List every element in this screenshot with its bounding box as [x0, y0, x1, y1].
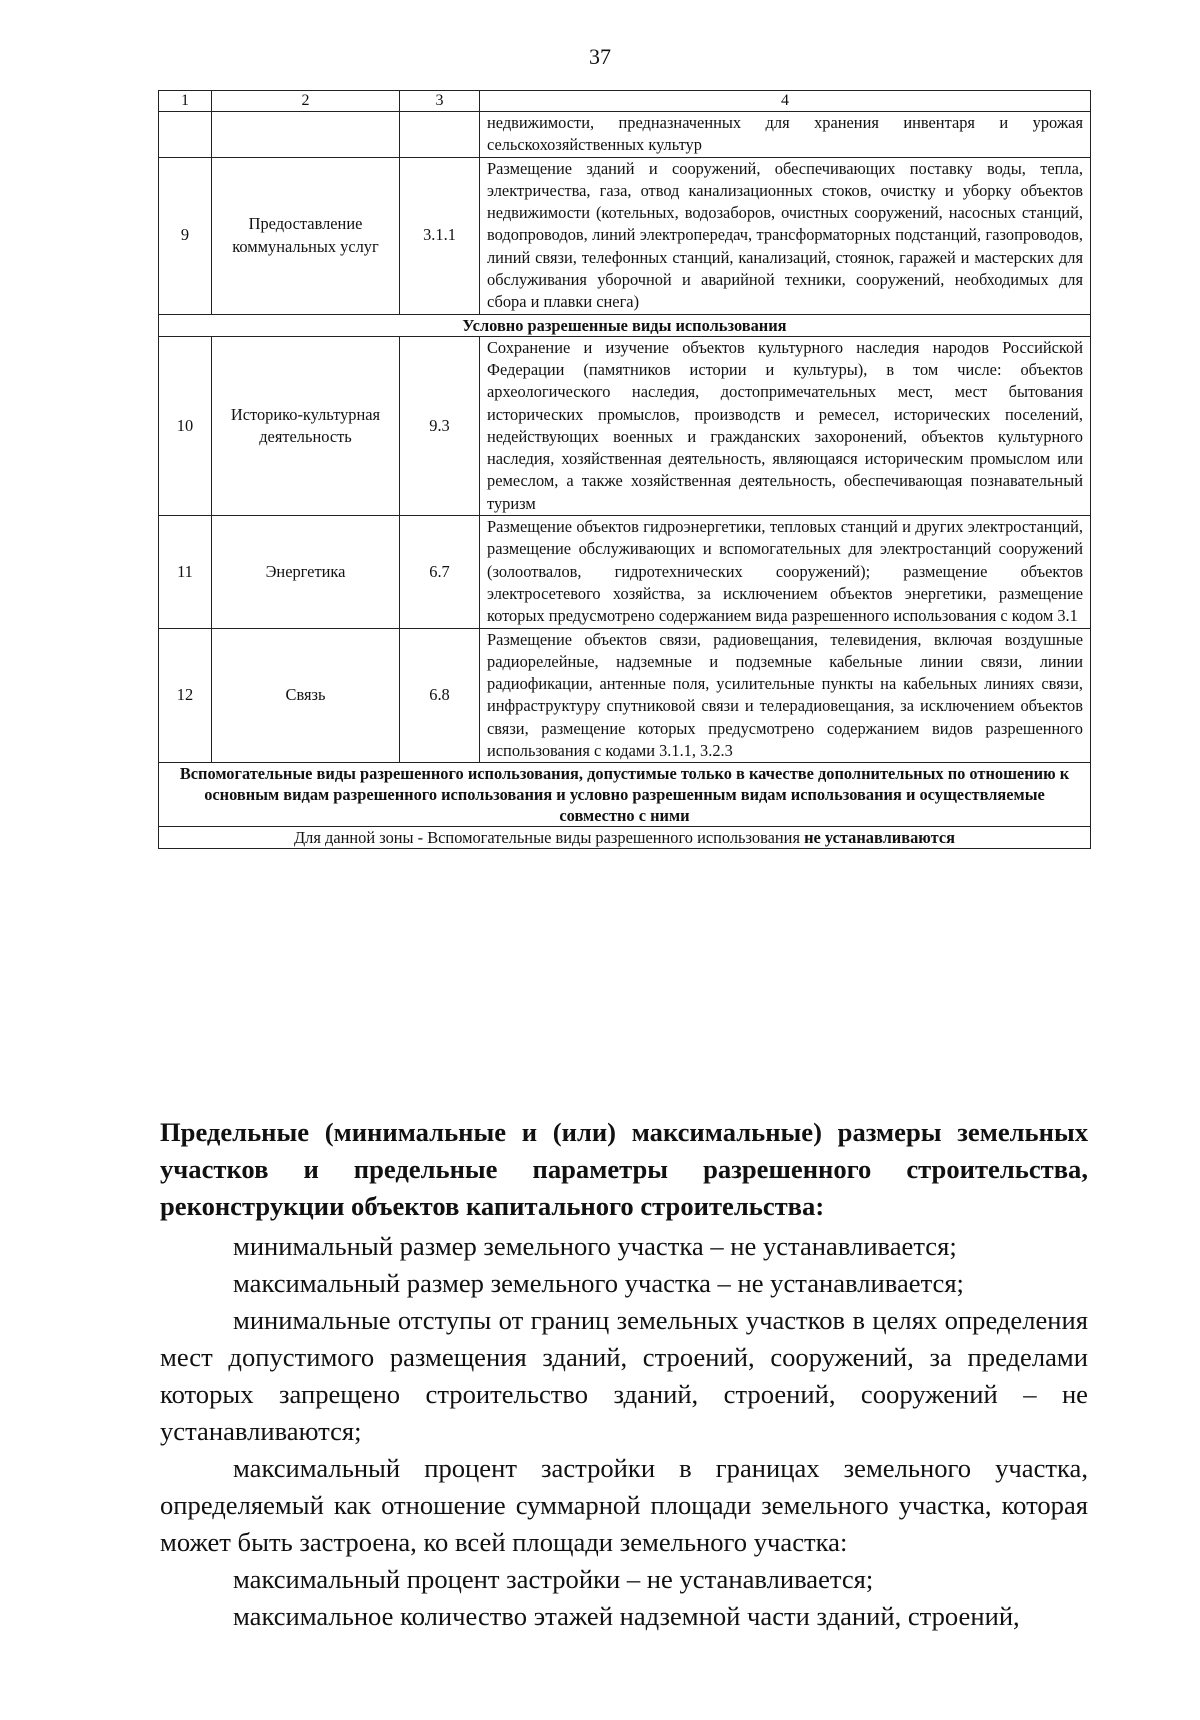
row-number-cell: 9	[159, 157, 212, 314]
auxiliary-note-row	[159, 827, 1091, 849]
row-number-cell: 12	[159, 628, 212, 763]
row-number-cell: 10	[159, 336, 212, 515]
section-header-row	[159, 314, 1091, 336]
auxiliary-note-emphasis: не устанавливаются	[804, 828, 955, 848]
parameter-paragraph: минимальный размер земельного участка – не устанавливается;	[233, 1231, 957, 1261]
header-cell: 2	[212, 91, 400, 112]
row-name-cell: Историко-культурная деятельность	[212, 336, 400, 515]
section-title-auxiliary: Вспомогательные виды разрешенного использования, допустимые только в качестве дополнительных по отношению к основным видам разрешенного использования и условно разрешенным видам использования и осуществляемые совместно с ними	[159, 763, 1091, 827]
land-use-table	[158, 90, 1091, 849]
section-title-conditional: Условно разрешенные виды использования	[159, 314, 1091, 336]
row-number-cell: 11	[159, 516, 212, 628]
row-name-cell: Энергетика	[212, 516, 400, 628]
table-row	[159, 336, 1091, 515]
parameter-paragraph: максимальный размер земельного участка – не устанавливается;	[233, 1268, 964, 1298]
auxiliary-note-text: Для данной зоны - Вспомогательные виды разрешенного использования	[293, 828, 805, 848]
parameter-paragraph: максимальный процент застройки в границах земельного участка, определяемый как отношение суммарной площади земельного участка, которая может быть застроена, ко всей площади земельного участка:	[160, 1453, 1088, 1557]
row-number-cell	[159, 112, 212, 158]
page-number: 37	[589, 44, 611, 69]
header-cell: 3	[400, 91, 480, 112]
row-code-cell: 9.3	[400, 336, 480, 515]
row-name-cell	[212, 112, 400, 158]
row-description-cell: Сохранение и изучение объектов культурного наследия народов Российской Федерации (памятников истории и культуры), в том числе: объектов археологического наследия, достопримечательных мест, мест бытования исторических промыслов, производств и ремесел, исторических поселений, недействующих военных и гражданских захоронений, объектов культурного наследия, хозяйственная деятельность, являющаяся историческим промыслом или ремеслом, а также хозяйственная деятельность, обеспечивающая познавательный туризм	[480, 336, 1091, 515]
row-code-cell	[400, 112, 480, 158]
row-description-cell: Размещение зданий и сооружений, обеспечивающих поставку воды, тепла, электричества, газа, отвод канализационных стоков, очистку и уборку объектов недвижимости (котельных, водозаборов, очистных сооружений, насосных станций, водопроводов, линий электропередач, трансформаторных подстанций, газопроводов, линий связи, телефонных станций, канализаций, стоянок, гаражей и мастерских для обслуживания уборочной и аварийной техники, сооружений, необходимых для сбора и плавки снега)	[480, 157, 1091, 314]
row-name-cell: Связь	[212, 628, 400, 763]
row-description-cell: Размещение объектов гидроэнергетики, тепловых станций и других электростанций, размещение обслуживающих и вспомогательных для электростанций сооружений (золоотвалов, гидротехнических сооружений); размещение объектов электросетевого хозяйства, за исключением объектов энергетики, размещение которых предусмотрено содержанием вида разрешенного использования с кодом 3.1	[480, 516, 1091, 628]
table-header-row	[159, 91, 1091, 112]
table-row-continuation	[159, 112, 1091, 158]
row-name-cell: Предоставление коммунальных услуг	[212, 157, 400, 314]
parameters-section	[160, 1114, 1088, 1635]
row-code-cell: 3.1.1	[400, 157, 480, 314]
parameters-heading: Предельные (минимальные и (или) максимальные) размеры земельных участков и предельные параметры разрешенного строительства, реконструкции объектов капитального строительства:	[160, 1117, 1088, 1221]
row-code-cell: 6.8	[400, 628, 480, 763]
header-cell: 1	[159, 91, 212, 112]
table-row	[159, 516, 1091, 628]
row-description-cell: Размещение объектов связи, радиовещания, телевидения, включая воздушные радиорелейные, надземные и подземные кабельные линии связи, линии радиофикации, антенные поля, усилительные пункты на кабельных линиях связи, инфраструктуру спутниковой связи и телерадиовещания, за исключением объектов связи, размещение которых предусмотрено содержанием видов разрешенного использования с кодами 3.1.1, 3.2.3	[480, 628, 1091, 763]
auxiliary-note	[159, 827, 1091, 849]
section-header-row	[159, 763, 1091, 827]
table-row	[159, 157, 1091, 314]
parameter-paragraph: минимальные отступы от границ земельных участков в целях определения мест допустимого размещения зданий, строений, сооружений, за пределами которых запрещено строительство зданий, строений, сооружений – не устанавливаются;	[160, 1305, 1088, 1446]
row-code-cell: 6.7	[400, 516, 480, 628]
parameter-paragraph: максимальный процент застройки – не устанавливается;	[233, 1564, 874, 1594]
table-row	[159, 628, 1091, 763]
row-description-cell: недвижимости, предназначенных для хранения инвентаря и урожая сельскохозяйственных культур	[480, 112, 1091, 158]
header-cell: 4	[480, 91, 1091, 112]
parameter-paragraph: максимальное количество этажей надземной части зданий, строений,	[233, 1601, 1020, 1631]
